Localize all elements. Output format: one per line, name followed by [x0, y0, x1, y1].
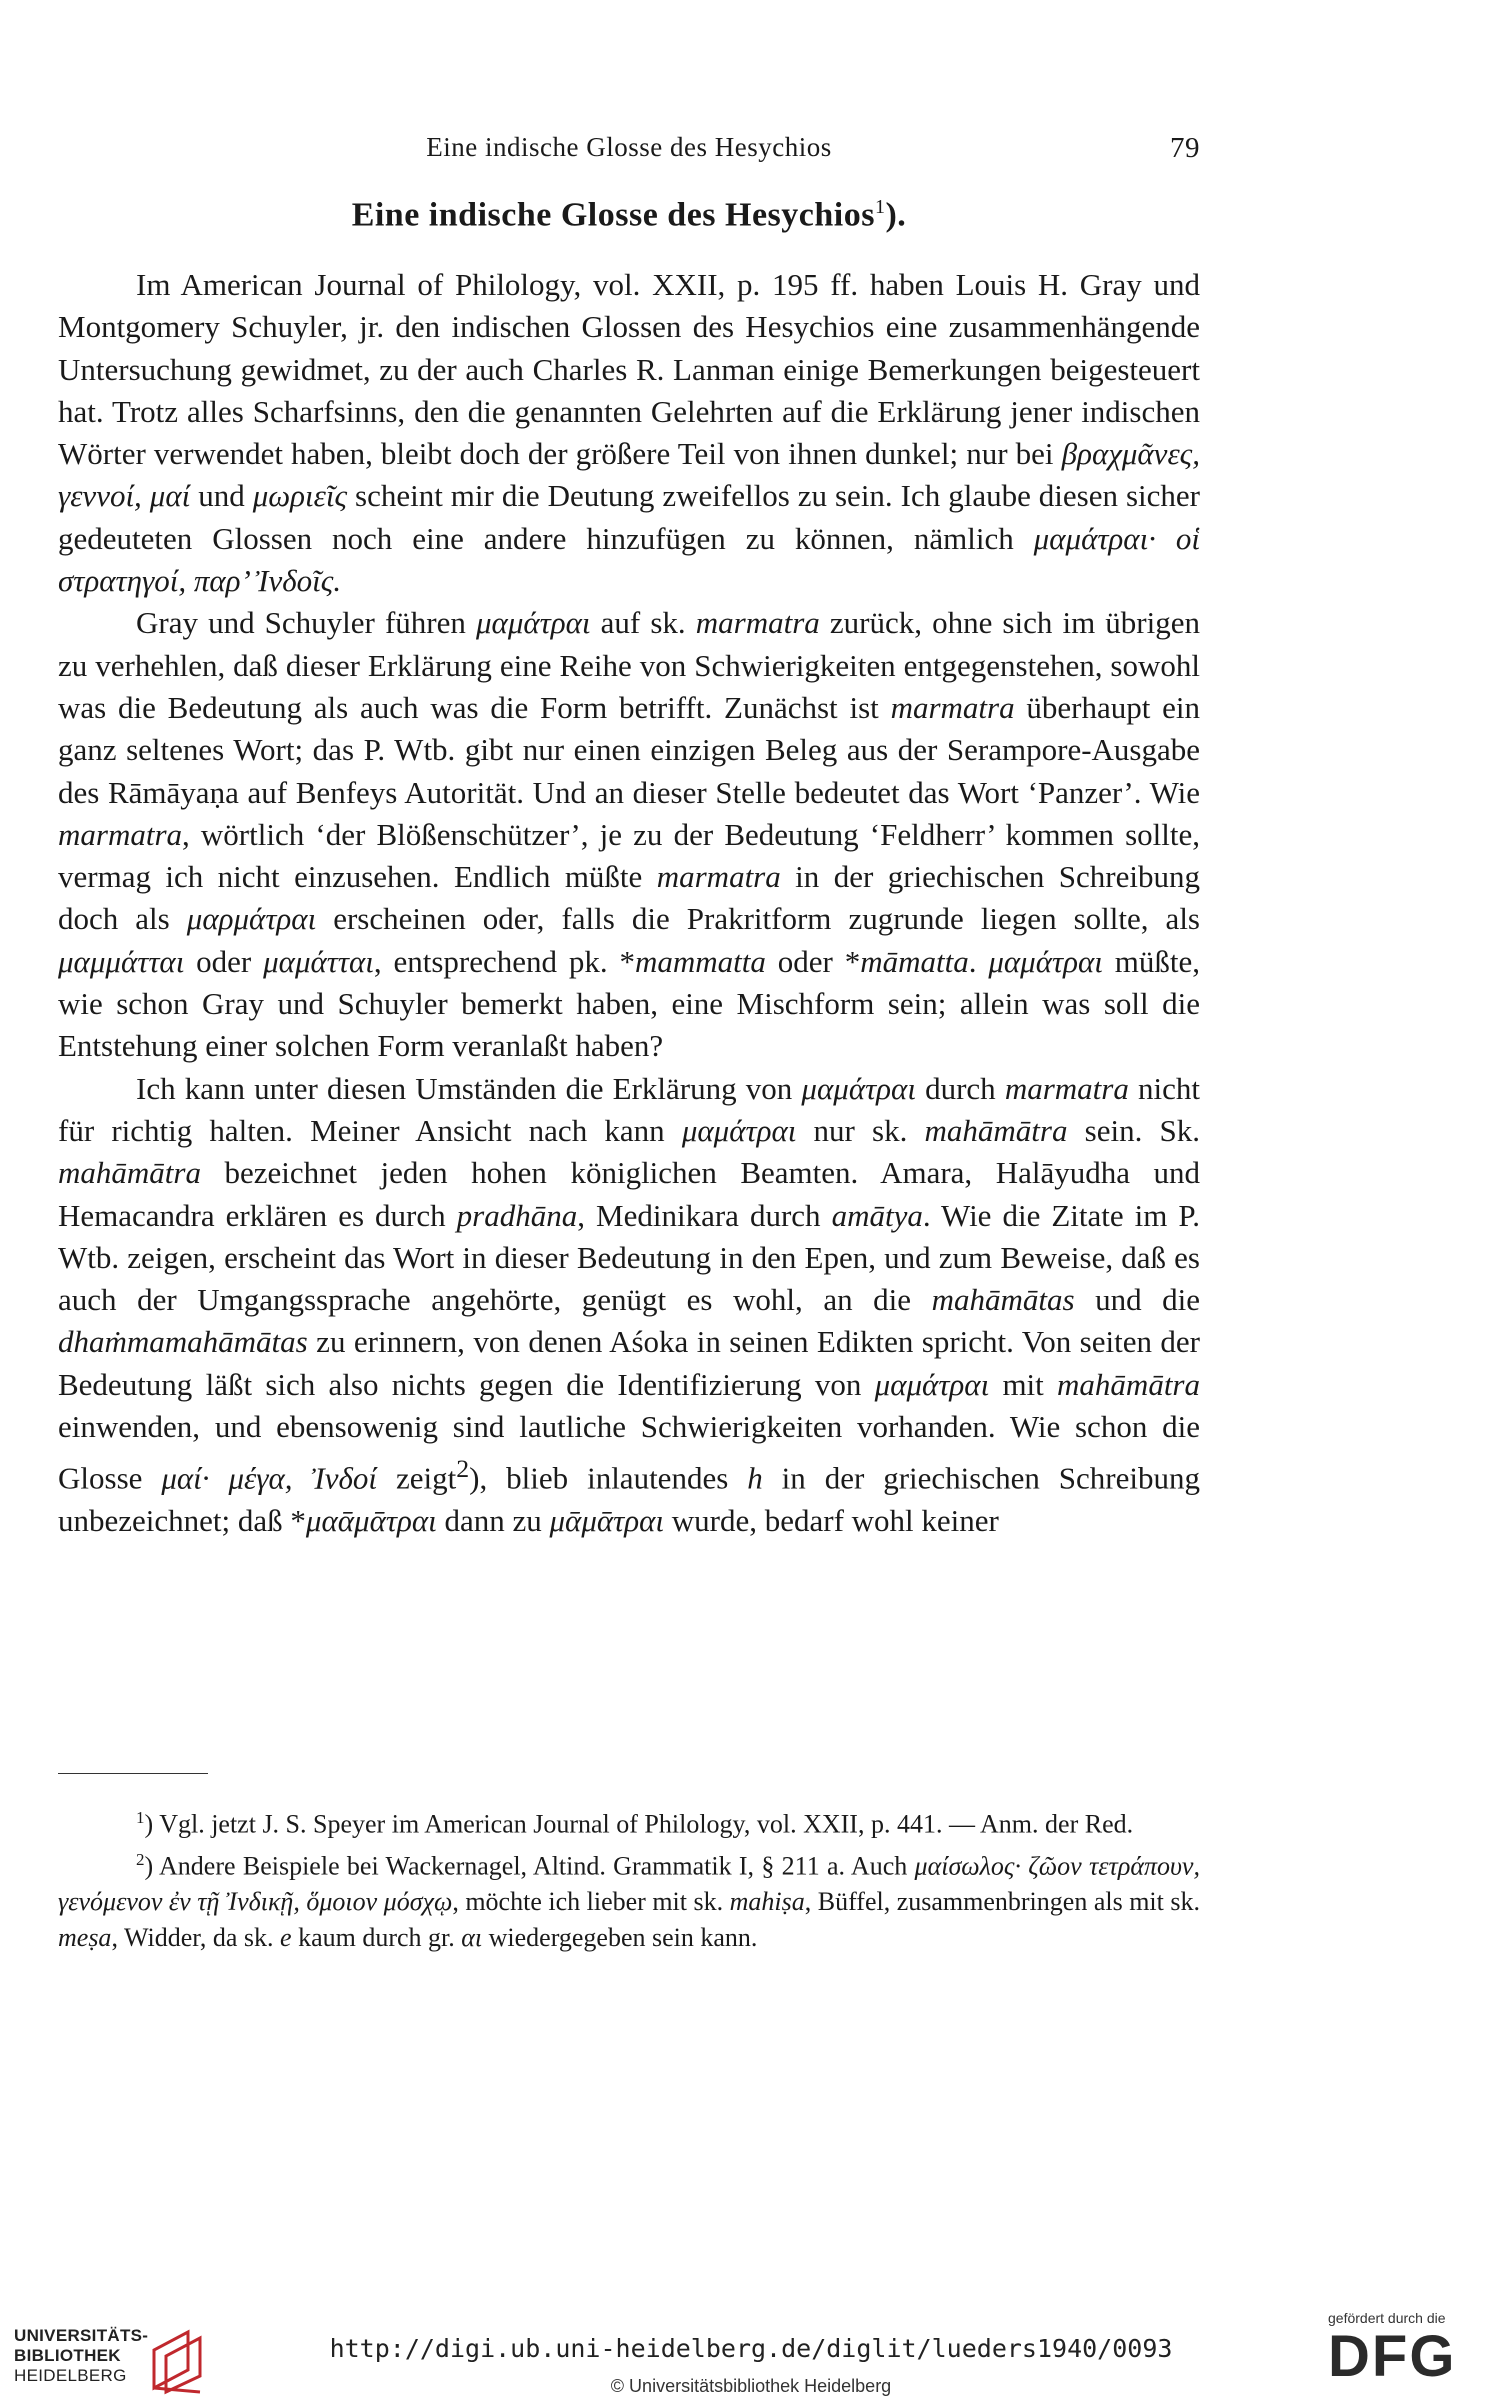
text-run: überhaupt ein ganz seltenes Wort; das P. Wtb. gibt nur einen einzigen Beleg aus der Serampore-Ausgabe des Rāmāyaṇa auf Benfeys Autorität. Und an dieser Stelle bedeutet das Wort ‘Panzer’. Wie: [58, 689, 1200, 810]
text-run: Gray und Schuyler führen: [136, 605, 476, 641]
paragraph-2: [58, 602, 1200, 1067]
italic-term: marmatra: [656, 859, 781, 895]
footnote-1: [58, 1800, 1200, 1842]
italic-term: μαμάτραι: [681, 1112, 797, 1148]
running-title: Eine indische Glosse des Hesychios: [426, 132, 832, 162]
italic-term: dhaṁmamahāmātas: [58, 1324, 308, 1360]
text-run: , Widder, da sk.: [111, 1922, 281, 1952]
text-run: scheint mir die Deutung zweifellos zu sein. Ich glaube diesen sicher gedeuteten Glossen noch eine andere hinzufügen zu können, nämlich: [58, 478, 1200, 556]
dfg-logo[interactable]: [1328, 2310, 1478, 2400]
italic-term: māmatta: [860, 943, 969, 979]
text-run: Ich kann unter diesen Umständen die Erklärung von: [136, 1070, 802, 1106]
text-run: wurde, bedarf wohl keiner: [664, 1502, 999, 1538]
text-run: zurück, ohne sich im übrigen zu verhehlen, daß dieser Erklärung eine Reihe von Schwierigkeiten entgegenstehen, sowohl was die Bedeutung als auch was die Form betrifft. Zunächst ist: [58, 605, 1200, 725]
italic-term: μαίσωλος· ζῶον τετράπουν, γενόμενον ἐν τῇ Ἰνδικῇ, ὅμοιον μόσχῳ: [58, 1851, 1200, 1917]
page-number: 79: [1170, 132, 1200, 164]
text-run: , entsprechend pk. *: [373, 943, 636, 979]
italic-term: mahāmātra: [58, 1155, 201, 1191]
italic-term: pradhāna: [456, 1197, 578, 1233]
text-run: mit: [989, 1366, 1058, 1402]
italic-term: e: [280, 1922, 292, 1952]
running-head: [58, 132, 1200, 172]
italic-term: αι: [461, 1922, 483, 1952]
italic-term: μᾱμᾱτραι: [549, 1502, 665, 1538]
text-run: müßte, wie schon Gray und Schuyler bemerkt haben, eine Mischform sein; allein was soll die Entstehung einer solchen Form veranlaßt haben?: [58, 943, 1200, 1064]
italic-term: mammatta: [635, 943, 766, 979]
text-run: in der griechischen Schreibung unbezeichnet; daß *: [58, 1460, 1200, 1538]
text-run: und die: [1074, 1282, 1200, 1318]
text-run: durch: [915, 1070, 1005, 1106]
text-run: , Medinikara durch: [577, 1197, 832, 1233]
text-run: einwenden, und ebensowenig sind lautliche Schwierigkeiten vorhanden. Wie schon die Glosse: [58, 1409, 1200, 1496]
paragraph-1: [58, 264, 1200, 602]
italic-term: μωριεῖς: [252, 478, 348, 514]
text-run: wiedergegeben sein kann.: [482, 1922, 758, 1952]
article-body: [58, 264, 1200, 1542]
text-run: nicht für richtig halten. Meiner Ansicht nach kann: [58, 1070, 1200, 1148]
digitization-footer: [0, 2290, 1502, 2407]
italic-term: mahiṣa: [729, 1887, 805, 1917]
source-url-link[interactable]: http://digi.ub.uni-heidelberg.de/diglit/lueders1940/0093: [329, 2334, 1173, 2363]
text-run: , Büffel, zusammenbringen als mit sk.: [804, 1887, 1200, 1917]
paragraph-3: [58, 1068, 1200, 1543]
italic-term: h: [747, 1460, 763, 1496]
text-run: , möchte ich lieber mit sk.: [452, 1887, 730, 1917]
italic-term: μαᾱμᾱτραι: [305, 1502, 437, 1538]
text-run: ) Vgl. jetzt J. S. Speyer im American Journal of Philology, vol. XXII, p. 441. — Anm. der Red.: [144, 1809, 1134, 1839]
italic-term: μαμάτραι: [476, 605, 591, 641]
italic-term: mahāmātas: [931, 1282, 1075, 1318]
text-run: zu erinnern, von denen Aśoka in seinen Edikten spricht. Von seiten der Bedeutung läßt sich also nichts gegen die Identifizierung von: [58, 1324, 1200, 1402]
library-line-2: BIBLIOTHEK: [14, 2346, 121, 2365]
text-run: oder: [184, 943, 264, 979]
text-run: dann zu: [436, 1502, 550, 1538]
library-line-3: HEIDELBERG: [14, 2366, 127, 2385]
italic-term: marmatra: [890, 689, 1015, 725]
article-title-text: Eine indische Glosse des Hesychios: [351, 196, 875, 234]
text-run: sein. Sk.: [1067, 1112, 1200, 1148]
footnote-divider: [58, 1773, 208, 1774]
italic-term: mahāmātra: [924, 1112, 1068, 1148]
italic-term: μαμάτραι: [801, 1070, 916, 1106]
copyright-notice: © Universitätsbibliothek Heidelberg: [610, 2376, 892, 2396]
italic-term: μαρμάτραι: [186, 901, 317, 937]
footnote-2: [58, 1842, 1200, 1955]
text-run: , wörtlich ‘der Blößenschützer’, je zu der Bedeutung ‘Feldherr’ kommen sollte, vermag ich nicht einzusehen. Endlich müßte: [58, 816, 1200, 895]
italic-term: βραχμᾶνες, γεννοί, μαί: [58, 436, 1200, 514]
text-run: erscheinen oder, falls die Prakritform zugrunde liegen sollte, als: [316, 901, 1200, 937]
text-run: auf sk.: [590, 605, 696, 641]
italic-term: meṣa: [58, 1922, 112, 1952]
italic-term: marmatra: [58, 816, 183, 852]
text-run: ) Andere Beispiele bei Wackernagel, Altind. Grammatik I, § 211 a. Auch: [144, 1851, 915, 1881]
text-run: ), blieb inlautendes: [469, 1460, 748, 1496]
text-run: und: [190, 478, 253, 514]
footnote-mark: 2: [136, 1850, 145, 1870]
dfg-wordmark: DFG: [1328, 2324, 1457, 2389]
library-line-1: UNIVERSITÄTS-: [14, 2326, 149, 2345]
text-run: in der griechischen Schreibung doch als: [58, 859, 1200, 937]
italic-term: marmatra: [695, 605, 820, 641]
footnote-mark: 2: [456, 1454, 470, 1484]
footnote-mark: 1: [136, 1808, 145, 1827]
italic-term: marmatra: [1004, 1070, 1129, 1106]
title-close: ).: [885, 196, 907, 234]
text-run: Im American Journal of Philology, vol. XXII, p. 195 ff. haben Louis H. Gray und Montgomery Schuyler, jr. den indischen Glossen des Hesychios eine zusammenhängende Untersuchung gewidmet, zu der auch Charles R. Lanman einige Bemerkungen beigesteuert hat. Trotz alles Scharfsinns, den die genannten Gelehrten auf die Erklärung jener indischen Wörter verwendet haben, bleibt doch der größere Teil von ihnen dunkel; nur bei: [58, 267, 1200, 472]
italic-term: μαμάτται: [263, 943, 374, 979]
italic-term: μαμάτραι· οἱ στρατηγοί, παρ’ Ἰνδοῖς.: [58, 520, 1200, 599]
text-run: kaum durch gr.: [291, 1922, 462, 1952]
dfg-caption: gefördert durch die: [1328, 2310, 1446, 2326]
text-run: . Wie die Zitate im P. Wtb. zeigen, erscheint das Wort in dieser Bedeutung in den Epen, und zum Beweise, daß es auch der Umgangssprache angehörte, genügt es wohl, an die: [58, 1197, 1200, 1318]
italic-term: μαί· μέγα, Ἰνδοί: [161, 1460, 378, 1496]
text-run: .: [968, 943, 989, 979]
text-run: nur sk.: [796, 1112, 925, 1148]
italic-term: mahāmātra: [1057, 1366, 1200, 1402]
italic-term: amātya: [831, 1197, 923, 1233]
footnotes: [58, 1800, 1200, 1955]
italic-term: μαμμάτται: [58, 943, 185, 979]
article-title: [58, 196, 1200, 234]
title-footnote-mark: 1: [874, 196, 886, 218]
text-run: oder *: [765, 943, 861, 979]
text-run: zeigt: [377, 1460, 457, 1496]
italic-term: μαμάτραι: [874, 1366, 990, 1402]
text-run: bezeichnet jeden hohen königlichen Beamten. Amara, Halāyudha und Hemacandra erklären es durch: [58, 1155, 1200, 1233]
italic-term: μαμάτραι: [988, 943, 1103, 979]
